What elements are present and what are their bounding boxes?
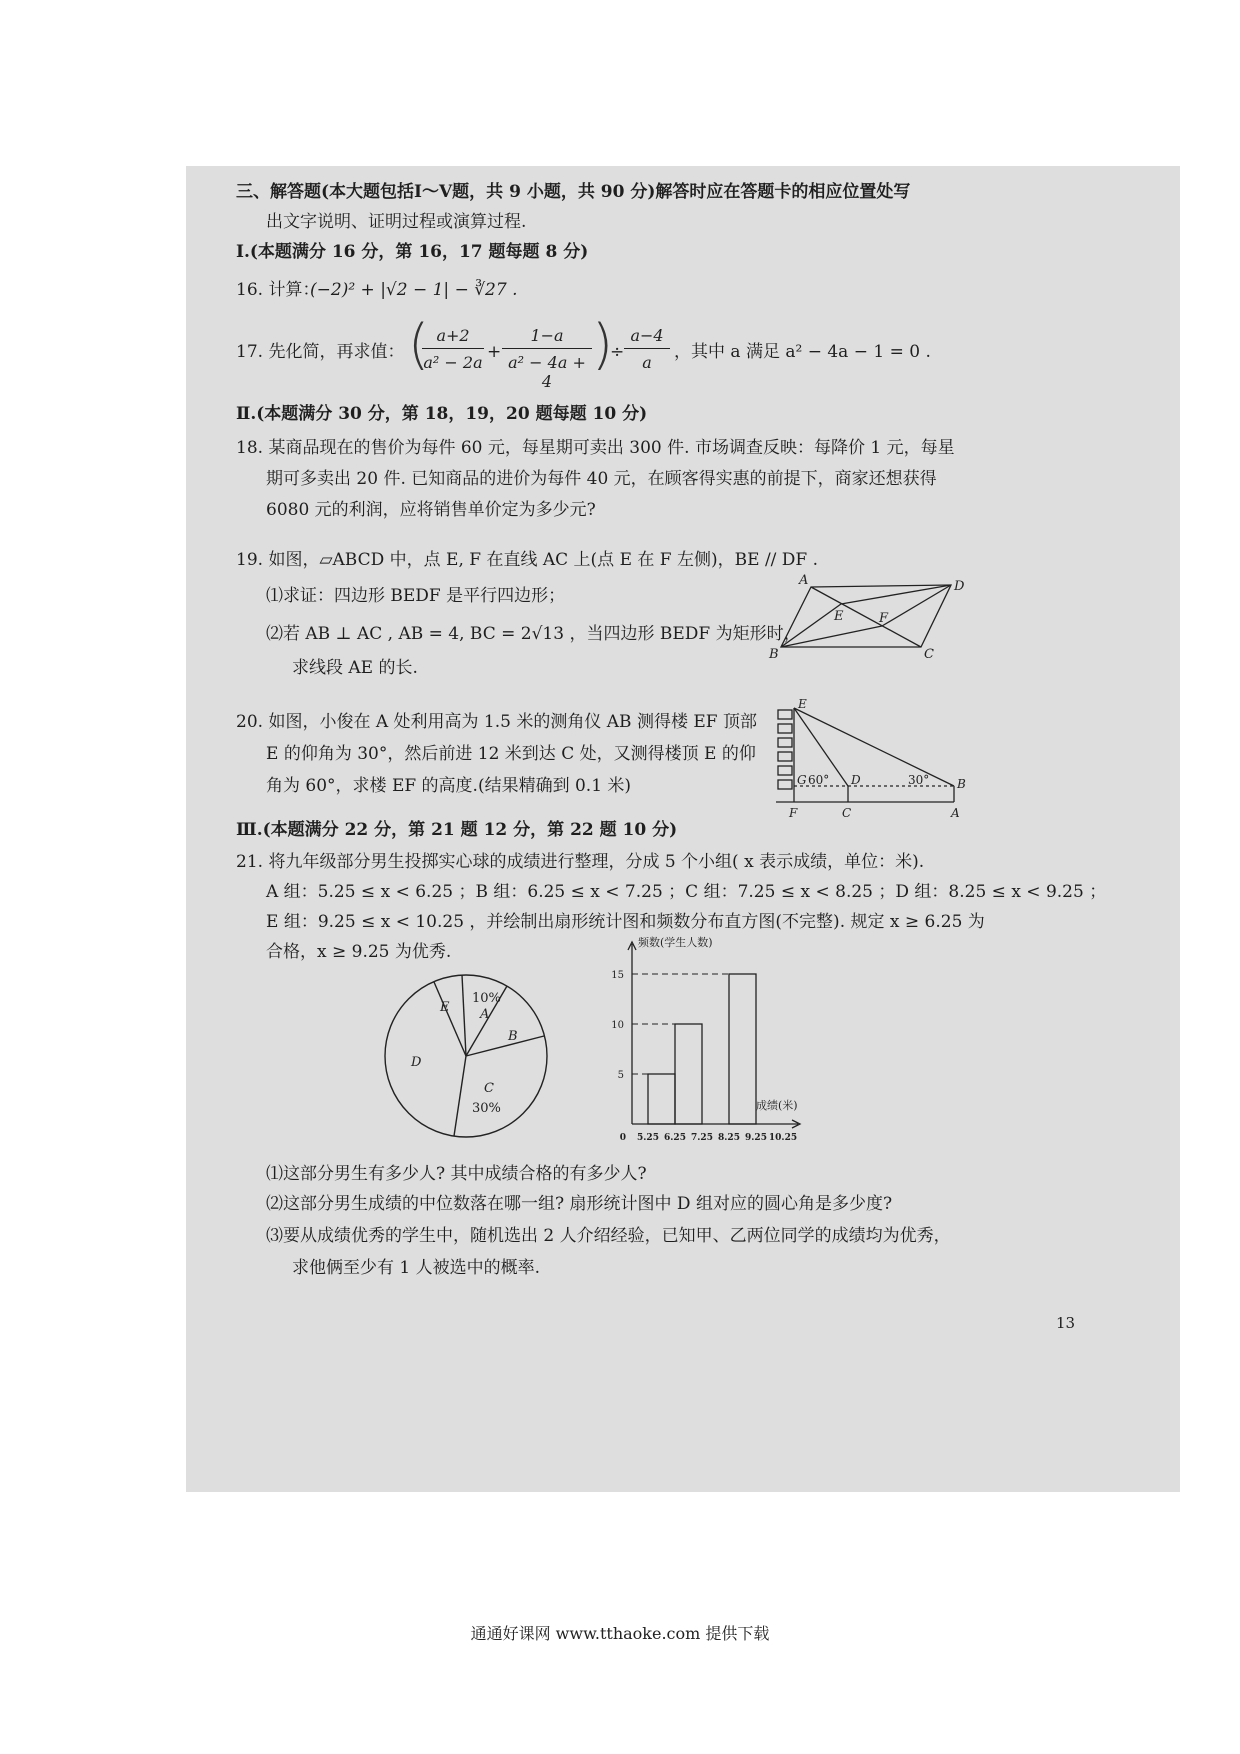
histogram-x-tick-label: 10.25 bbox=[768, 1133, 798, 1143]
histogram-xlabel: 成绩(米) bbox=[756, 1099, 798, 1112]
q17-frac1-denominator: a² − 2a bbox=[423, 353, 483, 372]
pie-divider bbox=[466, 1036, 544, 1056]
part3-title: Ⅲ.(本题满分 22 分，第 21 题 12 分，第 22 题 10 分) bbox=[236, 820, 678, 840]
q20-window bbox=[778, 710, 792, 719]
q21-line3: E 组：9.25 ≤ x < 10.25 ，并绘制出扇形统计图和频数分布直方图(不完整). 规定 x ≥ 6.25 为 bbox=[266, 912, 985, 932]
q17-divide: ÷ bbox=[610, 342, 625, 362]
q19-line1: 19. 如图，▱ABCD 中，点 E, F 在直线 AC 上(点 E 在 F 左侧)，BE // DF . bbox=[236, 550, 819, 570]
histogram-bar bbox=[648, 1074, 675, 1124]
q17-right-paren: ) bbox=[592, 313, 614, 376]
histogram-y-tick-label: 15 bbox=[611, 970, 624, 981]
page-number: 13 bbox=[1056, 1314, 1076, 1332]
q19-label-e: E bbox=[834, 609, 844, 624]
histogram-chart bbox=[586, 934, 846, 1144]
pie-pct-a: 10% bbox=[472, 991, 501, 1006]
pie-label-a: A bbox=[480, 1007, 490, 1022]
q21-line4: 合格，x ≥ 9.25 为优秀. bbox=[266, 942, 452, 962]
pie-label-c: C bbox=[484, 1081, 494, 1096]
q20-line2: E 的仰角为 30°，然后前进 12 米到达 C 处，又测得楼顶 E 的仰 bbox=[266, 744, 756, 764]
q17-fraction-1 bbox=[422, 326, 484, 372]
q17-frac2-numerator: 1−a bbox=[502, 326, 592, 349]
section-header-line1: 三、解答题(本大题包括Ⅰ～Ⅴ题，共 9 小题，共 90 分)解答时应在答题卡的相应位置处写 bbox=[236, 182, 911, 202]
histogram-y-tick-label: 10 bbox=[611, 1020, 624, 1031]
q20-elevation-figure bbox=[776, 696, 976, 826]
q21-line1: 21. 将九年级部分男生投掷实心球的成绩进行整理，分成 5 个小组( x 表示成绩，单位：米). bbox=[236, 852, 925, 872]
pie-chart bbox=[376, 966, 556, 1146]
q20-window bbox=[778, 738, 792, 747]
q19-label-f: F bbox=[879, 611, 889, 626]
q20-window bbox=[778, 724, 792, 733]
q17-condition: ，其中 a 满足 a² − 4a − 1 = 0 . bbox=[674, 342, 931, 362]
section-header-line2: 出文字说明、证明过程或演算过程. bbox=[266, 212, 527, 232]
histogram-x-tick-label: 7.25 bbox=[691, 1133, 713, 1143]
q21-sub3b: 求他俩至少有 1 人被选中的概率. bbox=[292, 1258, 541, 1278]
q20-angle-60: 60° bbox=[808, 773, 830, 787]
pie-pct-c: 30% bbox=[472, 1101, 501, 1116]
histogram-x-tick-label: 8.25 bbox=[718, 1133, 740, 1143]
q17-fraction-3 bbox=[624, 326, 670, 372]
exam-page bbox=[186, 166, 1180, 1492]
part1-title: Ⅰ.(本题满分 16 分，第 16，17 题每题 8 分) bbox=[236, 242, 589, 262]
histogram-x-tick-label: 5.25 bbox=[637, 1133, 659, 1143]
q17-label: 17. 先化简，再求值： bbox=[236, 342, 405, 362]
q21-sub1: ⑴这部分男生有多少人? 其中成绩合格的有多少人? bbox=[266, 1164, 647, 1184]
q17-frac1-numerator: a+2 bbox=[422, 326, 484, 349]
q20-label-b: B bbox=[957, 777, 966, 791]
pie-divider bbox=[462, 975, 466, 1056]
q19-diagonal-ac bbox=[811, 587, 921, 647]
q16-label: 16. 计算： bbox=[236, 280, 320, 300]
q17-left-paren: ( bbox=[408, 313, 430, 376]
q20-label-c: C bbox=[842, 806, 852, 820]
q19-label-a: A bbox=[799, 573, 809, 588]
q21-sub3: ⑶要从成绩优秀的学生中，随机选出 2 人介绍经验，已知甲、乙两位同学的成绩均为优秀， bbox=[266, 1226, 951, 1246]
q20-window bbox=[778, 766, 792, 775]
histogram-bar bbox=[675, 1024, 702, 1124]
q19-label-d: D bbox=[954, 579, 965, 594]
q20-window bbox=[778, 752, 792, 761]
q21-sub2: ⑵这部分男生成绩的中位数落在哪一组? 扇形统计图中 D 组对应的圆心角是多少度? bbox=[266, 1194, 893, 1214]
pie-label-b: B bbox=[508, 1029, 518, 1044]
q19-sub2: ⑵若 AB ⊥ AC , AB = 4, BC = 2√13 ，当四边形 BEDF 为矩形时， bbox=[266, 624, 801, 644]
q18-line3: 6080 元的利润，应将销售单价定为多少元? bbox=[266, 500, 596, 520]
q20-line3: 角为 60°，求楼 EF 的高度.(结果精确到 0.1 米) bbox=[266, 776, 632, 796]
footer-credit: 通通好课网 www.tthaoke.com 提供下载 bbox=[470, 1624, 770, 1643]
pie-divider bbox=[454, 1056, 466, 1136]
q20-label-e: E bbox=[798, 697, 807, 711]
q20-label-g: G bbox=[797, 773, 807, 787]
q20-window bbox=[778, 780, 792, 789]
histogram-y-tick-label: 5 bbox=[617, 1070, 624, 1081]
q20-line1: 20. 如图，小俊在 A 处利用高为 1.5 米的测角仪 AB 测得楼 EF 顶部 bbox=[236, 712, 757, 732]
q18-line2: 期可多卖出 20 件. 已知商品的进价为每件 40 元，在顾客得实惠的前提下，商家还想获得 bbox=[266, 469, 937, 489]
histogram-ylabel: 频数(学生人数) bbox=[638, 936, 713, 949]
q19-label-c: C bbox=[924, 647, 934, 662]
q21-line2: A 组：5.25 ≤ x < 6.25 ；B 组：6.25 ≤ x < 7.25 ；C 组：7.25 ≤ x < 8.25 ；D 组：8.25 ≤ x < 9.25 ； bbox=[266, 882, 1107, 902]
q17-frac3-denominator: a bbox=[642, 353, 652, 372]
q20-label-a: A bbox=[951, 806, 960, 820]
part2-title: Ⅱ.(本题满分 30 分，第 18，19，20 题每题 10 分) bbox=[236, 404, 648, 424]
q19-label-b: B bbox=[769, 647, 779, 662]
q18-line1: 18. 某商品现在的售价为每件 60 元，每星期可卖出 300 件. 市场调查反映：每降价 1 元，每星 bbox=[236, 438, 955, 458]
q17-plus: + bbox=[487, 342, 502, 362]
q20-angle-30: 30° bbox=[908, 773, 930, 787]
histogram-bar bbox=[729, 974, 756, 1124]
q19-sub2b: 求线段 AE 的长. bbox=[292, 658, 418, 678]
q17-fraction-2 bbox=[502, 326, 592, 391]
q17-frac2-denominator: a² − 4a + 4 bbox=[508, 353, 586, 391]
q19-sub1: ⑴求证：四边形 BEDF 是平行四边形； bbox=[266, 586, 566, 606]
q20-label-f: F bbox=[789, 806, 798, 820]
histogram-x-tick-label: 6.25 bbox=[664, 1133, 686, 1143]
q16-expression: (−2)² + |√2 − 1| − ∛27 . bbox=[310, 280, 518, 300]
q19-parallelogram bbox=[781, 585, 951, 647]
histogram-x-tick-label: 9.25 bbox=[745, 1133, 767, 1143]
pie-label-e: E bbox=[440, 1000, 450, 1015]
pie-label-d: D bbox=[411, 1055, 422, 1070]
histogram-x-tick-label: 0 bbox=[619, 1133, 626, 1143]
q17-frac3-numerator: a−4 bbox=[624, 326, 670, 349]
pie-divider bbox=[434, 982, 466, 1056]
q20-label-d: D bbox=[851, 773, 861, 787]
q19-parallelogram-figure bbox=[766, 566, 976, 666]
